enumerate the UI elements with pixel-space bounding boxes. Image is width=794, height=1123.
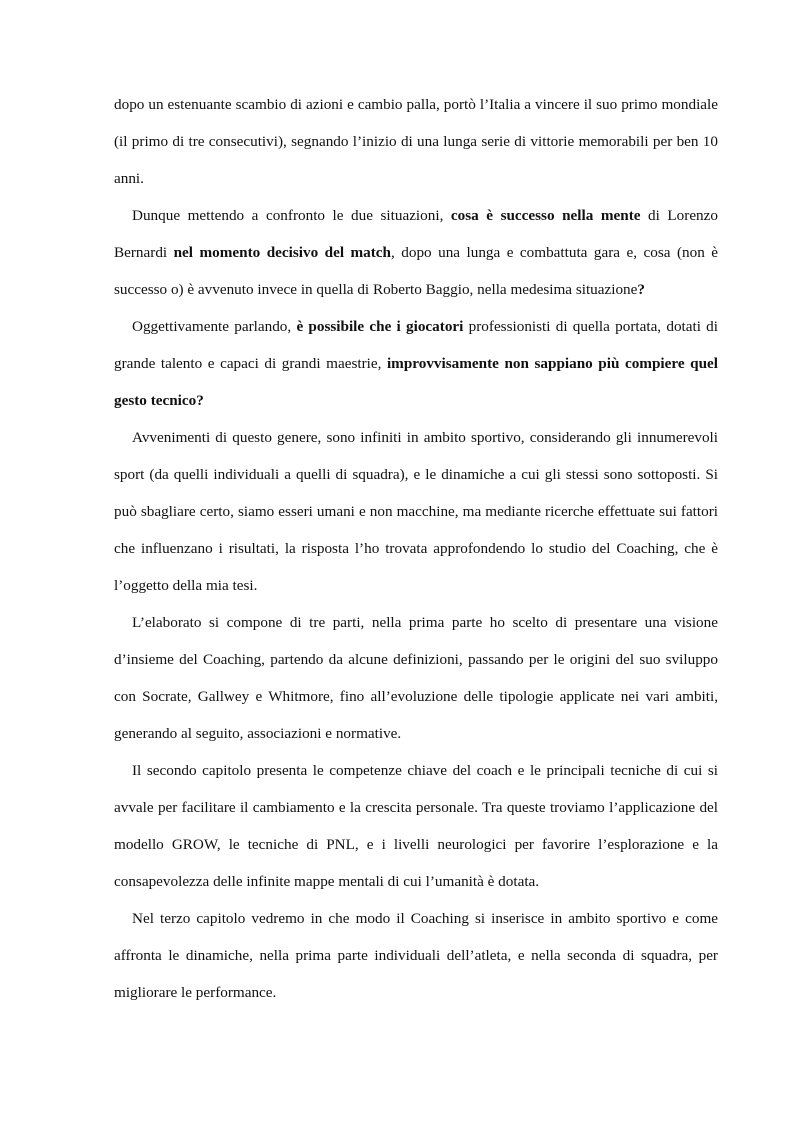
paragraph-7: [114, 900, 718, 1011]
bold-run: cosa è successo nella mente: [450, 207, 641, 224]
text-run: Il secondo capitolo presenta le competenze chiave del coach e le principali tecniche di cui si avvale per facilitare il cambiamento e la crescita personale. Tra queste troviamo l’applicazione del modello GROW, le tecniche di PNL, e i livelli neurologici per favorire l’esplorazione e la consapevolezza delle infinite mappe mentali di cui l’umanità è dotata.: [114, 762, 718, 890]
text-run: di Lorenzo Bernardi: [114, 207, 718, 261]
paragraph-4: [114, 419, 718, 604]
paragraph-6: [114, 752, 718, 900]
text-run: Oggettivamente parlando,: [132, 318, 297, 335]
paragraph-1: [114, 86, 718, 197]
text-run: professionisti di quella portata, dotati di grande talento e capaci di grandi maestrie,: [114, 318, 719, 372]
paragraph-2: [114, 197, 718, 308]
paragraph-5: [114, 604, 718, 752]
text-run: L’elaborato si compone di tre parti, nella prima parte ho scelto di presentare una visione d’insieme del Coaching, partendo da alcune definizioni, passando per le origini del suo sviluppo con Socrate, Gallwey e Whitmore, fino all’evoluzione delle tipologie applicate nei vari ambiti, generando al seguito, associazioni e normative.: [114, 614, 718, 742]
text-run: dopo un estenuante scambio di azioni e cambio palla, portò l’Italia a vincere il suo primo mondiale (il primo di tre consecutivi), segnando l’inizio di una lunga serie di vittorie memorabili per ben 10 anni.: [114, 96, 718, 187]
bold-run: nel momento decisivo del match: [173, 244, 391, 261]
document-page: [114, 86, 718, 1011]
bold-run: ?: [637, 281, 645, 298]
text-run: Dunque mettendo a confronto le due situazioni,: [132, 207, 451, 224]
paragraph-3: [114, 308, 718, 419]
bold-run: improvvisamente non sappiano più compiere quel gesto tecnico?: [114, 355, 718, 409]
text-run: , dopo una lunga e combattuta gara e, cosa (non è successo o) è avvenuto invece in quella di Roberto Baggio, nella medesima situazione: [114, 244, 718, 298]
text-run: Avvenimenti di questo genere, sono infiniti in ambito sportivo, considerando gli innumerevoli sport (da quelli individuali a quelli di squadra), e le dinamiche a cui gli stessi sono sottoposti. Si può sbagliare certo, siamo esseri umani e non macchine, ma mediante ricerche effettuate sui fattori che influenzano i risultati, la risposta l’ho trovata approfondendo lo studio del Coaching, che è l’oggetto della mia tesi.: [114, 429, 718, 594]
text-run: Nel terzo capitolo vedremo in che modo il Coaching si inserisce in ambito sportivo e come affronta le dinamiche, nella prima parte individuali dell’atleta, e nella seconda di squadra, per migliorare le performance.: [114, 910, 718, 1001]
bold-run: è possibile che i giocatori: [296, 318, 464, 335]
